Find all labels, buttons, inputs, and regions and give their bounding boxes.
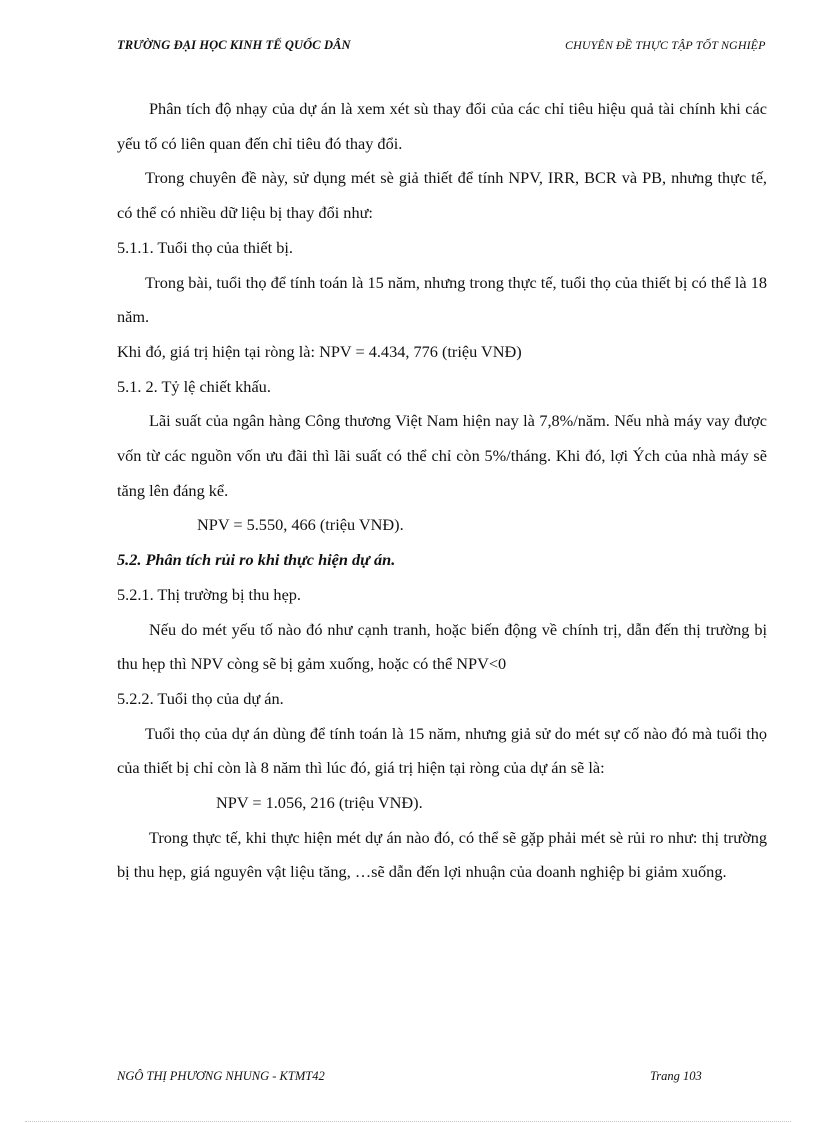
equation-npv-3: NPV = 1.056, 216 (triệu VNĐ). <box>216 793 423 813</box>
heading-5-2-2: 5.2.2. Tuổi thọ của dự án. <box>117 688 284 708</box>
heading-5-1-2: 5.1. 2. Tỷ lệ chiết khấu. <box>117 376 271 396</box>
paragraph-market-shrink: Nếu do mét yếu tố nào đó như cạnh tranh, hoặc biến động về chính trị, dẫn đến thị trường bị thu hẹp thì NPV còng sẽ bị gảm xuống, hoặc có thể NPV<0 <box>117 619 767 674</box>
header-thesis-title: CHUYÊN ĐỀ THỰC TẬP TỐT NGHIỆP <box>565 38 766 52</box>
page-bottom-divider <box>25 1121 791 1122</box>
footer-page-number: Trang 103 <box>650 1069 702 1083</box>
heading-5-1-1: 5.1.1. Tuổi thọ của thiết bị. <box>117 237 293 257</box>
paragraph-equipment-life: Trong bài, tuổi thọ để tính toán là 15 năm, nhưng trong thực tế, tuổi thọ của thiết bị có thể là 18 năm. <box>117 272 767 327</box>
equation-npv-2: NPV = 5.550, 466 (triệu VNĐ). <box>197 515 404 535</box>
heading-5-2-1: 5.2.1. Thị trường bị thu hẹp. <box>117 584 302 604</box>
heading-5-2: 5.2. Phân tích rủi ro khi thực hiện dự án. <box>117 550 396 570</box>
header-university: TRƯỜNG ĐẠI HỌC KINH TẾ QUỐC DÂN <box>117 38 351 52</box>
paragraph-assumptions: Trong chuyên đề này, sử dụng mét sè giả thiết để tính NPV, IRR, BCR và PB, nhưng thực tế, có thể có nhiều dữ liệu bị thay đổi như: <box>117 168 767 223</box>
paragraph-npv-result-1: Khi đó, giá trị hiện tại ròng là: NPV = 4.434, 776 (triệu VNĐ) <box>117 341 522 361</box>
footer-author: NGÔ THỊ PHƯƠNG NHUNG - KTMT42 <box>117 1069 325 1083</box>
document-body <box>117 92 767 890</box>
paragraph-project-life: Tuổi thọ của dự án dùng để tính toán là 15 năm, nhưng giả sử do mét sự cố nào đó mà tuổi thọ của thiết bị chỉ còn là 8 năm thì lúc đó, giá trị hiện tại ròng của dự án sẽ là: <box>117 723 767 778</box>
paragraph-discount-rate: Lãi suất của ngân hàng Công thương Việt Nam hiện nay là 7,8%/năm. Nếu nhà máy vay được vốn từ các nguồn vốn ưu đãi thì lãi suất có thể chỉ còn 5%/tháng. Khi đó, lợi Ých của nhà máy sẽ tăng lên đáng kể. <box>117 411 767 500</box>
paragraph-sensitivity-intro: Phân tích độ nhạy của dự án là xem xét sù thay đổi của các chỉ tiêu hiệu quả tài chính khi các yếu tố có liên quan đến chỉ tiêu đó thay đổi. <box>117 99 767 153</box>
paragraph-risk-conclusion: Trong thực tế, khi thực hiện mét dự án nào đó, có thể sẽ gặp phải mét sè rủi ro như: thị trường bị thu hẹp, giá nguyên vật liệu tăng, …sẽ dẫn đến lợi nhuận của doanh nghiệp bi giảm xuống. <box>117 827 767 882</box>
